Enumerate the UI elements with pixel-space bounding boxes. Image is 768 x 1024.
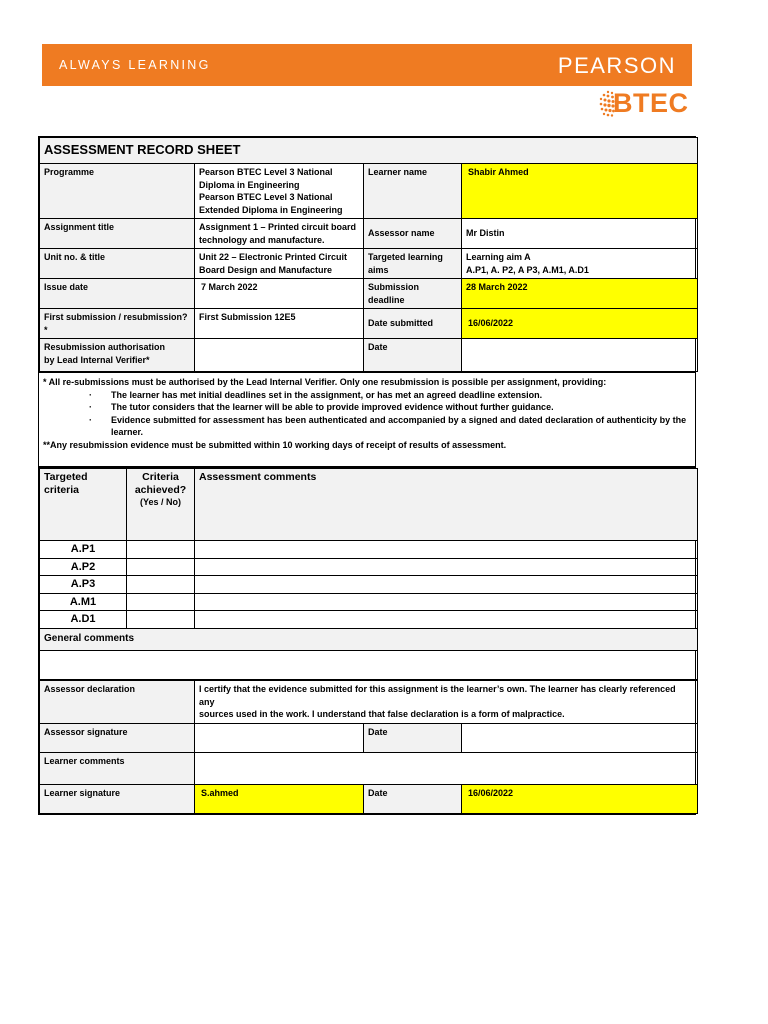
tagline: ALWAYS LEARNING [59, 58, 211, 72]
assignment-title-label: Assignment title [40, 219, 195, 249]
bullet-dot: · [89, 402, 92, 412]
assignment-title-line: technology and manufacture. [199, 234, 325, 245]
criterion-comment-cell[interactable] [195, 541, 698, 559]
notes-bullet [43, 401, 691, 414]
programme-label: Programme [40, 164, 195, 219]
resubmission-label [40, 339, 195, 372]
learner-name-value: Shabir Ahmed [462, 164, 698, 219]
resubmission-notes [39, 372, 695, 468]
first-submission-label: First submission / resubmission?* [40, 309, 195, 339]
resubmission-value[interactable] [195, 339, 364, 372]
learner-comments-label: Learner comments [40, 752, 195, 784]
criterion-achieved-cell[interactable] [127, 611, 195, 629]
notes-bullet [43, 414, 691, 439]
learner-signature-label: Learner signature [40, 784, 195, 813]
assessor-name-value: Mr Distin [462, 219, 698, 249]
programme-line: Extended Diploma in Engineering [199, 204, 343, 215]
bullet-dot: · [89, 389, 92, 400]
criterion-achieved-cell[interactable] [127, 576, 195, 594]
notes-line: **Any resubmission evidence must be submitted within 10 working days of receipt of results of assessment. [43, 439, 507, 450]
programme-line: Diploma in Engineering [199, 179, 300, 190]
general-comments-field[interactable] [40, 651, 698, 680]
issue-date-value: 7 March 2022 [195, 279, 364, 309]
criterion-code: A.M1 [40, 593, 127, 611]
declaration-line: sources used in the work. I understand that false declaration is a form of malpractice. [199, 709, 565, 719]
criteria-achieved-line: achieved? [134, 483, 187, 496]
sheet-title: ASSESSMENT RECORD SHEET [40, 138, 698, 164]
targeted-aims-label-line: aims [368, 264, 389, 275]
btec-logo [598, 88, 694, 120]
learner-name-label: Learner name [364, 164, 462, 219]
criterion-code: A.P2 [40, 558, 127, 576]
assessment-comments-header: Assessment comments [195, 469, 698, 541]
assessor-signature-date-label: Date [364, 723, 462, 752]
programme-line: Pearson BTEC Level 3 National [199, 192, 333, 202]
criterion-achieved-cell[interactable] [127, 558, 195, 576]
first-submission-value: First Submission 12E5 [195, 309, 364, 339]
targeted-aims-line: Learning aim A [466, 252, 531, 262]
unit-line: Unit 22 – Electronic Printed Circuit [199, 252, 348, 262]
criterion-code: A.D1 [40, 611, 127, 629]
bullet-text: The tutor considers that the learner will be able to provide improved evidence without further guidance. [111, 402, 554, 412]
unit-value [195, 249, 364, 279]
pearson-logo: PEARSON [557, 53, 676, 78]
criterion-achieved-cell[interactable] [127, 593, 195, 611]
targeted-aims-label [364, 249, 462, 279]
criteria-achieved-header [127, 469, 195, 541]
programme-value [195, 164, 364, 219]
criterion-achieved-cell[interactable] [127, 541, 195, 559]
declaration-line: I certify that the evidence submitted for this assignment is the learner’s own. The learner has clearly referenced any [199, 684, 676, 707]
details-table [39, 137, 698, 372]
unit-line: Board Design and Manufacture [199, 264, 333, 275]
learner-signature-date-value: 16/06/2022 [462, 784, 698, 813]
assessor-declaration-text [195, 681, 698, 724]
assessor-signature-field[interactable] [195, 723, 364, 752]
criteria-achieved-line: Criteria [142, 471, 179, 483]
targeted-criteria-header: Targeted criteria [40, 469, 127, 541]
date-submitted-value: 16/06/2022 [462, 309, 698, 339]
assessor-declaration-label: Assessor declaration [40, 681, 195, 724]
pearson-banner [42, 44, 692, 86]
issue-date-label: Issue date [40, 279, 195, 309]
criterion-comment-cell[interactable] [195, 558, 698, 576]
assessor-signature-label: Assessor signature [40, 723, 195, 752]
criterion-code: A.P1 [40, 541, 127, 559]
resubmission-date-label: Date [364, 339, 462, 372]
notes-bullet [43, 389, 691, 402]
learner-signature-date-label: Date [364, 784, 462, 813]
yes-no-hint: (Yes / No) [139, 497, 181, 507]
date-submitted-label: Date submitted [364, 309, 462, 339]
bullet-dot: · [89, 414, 92, 425]
assignment-title-value [195, 219, 364, 249]
programme-line: Pearson BTEC Level 3 National [199, 167, 333, 177]
targeted-aims-label-line: Targeted learning [368, 252, 443, 262]
resubmission-label-line: by Lead Internal Verifier* [44, 354, 150, 365]
unit-label: Unit no. & title [40, 249, 195, 279]
resubmission-date-value[interactable] [462, 339, 698, 372]
targeted-aims-value [462, 249, 698, 279]
bullet-text: The learner has met initial deadlines set in the assignment, or has met an agreed deadline extension. [111, 389, 543, 400]
assessment-record-sheet [38, 136, 696, 815]
criterion-comment-cell[interactable] [195, 576, 698, 594]
notes-line: * All re-submissions must be authorised by the Lead Internal Verifier. Only one resubmission is possible per assignment, providing: [43, 377, 607, 387]
learner-comments-field[interactable] [195, 752, 698, 784]
general-comments-label: General comments [40, 629, 698, 651]
declaration-table [39, 680, 698, 814]
criterion-comment-cell[interactable] [195, 611, 698, 629]
criterion-comment-cell[interactable] [195, 593, 698, 611]
resubmission-label-line: Resubmission authorisation [44, 342, 166, 352]
assessor-name-label: Assessor name [364, 219, 462, 249]
submission-deadline-value: 28 March 2022 [462, 279, 698, 309]
assessor-signature-date-field[interactable] [462, 723, 698, 752]
bullet-text: Evidence submitted for assessment has been authenticated and accompanied by a signed and dated declaration of authenticity by the learner. [111, 414, 687, 437]
submission-deadline-label: Submission deadline [364, 279, 462, 309]
targeted-aims-line: A.P1, A. P2, A P3, A.M1, A.D1 [466, 264, 589, 275]
learner-signature-value: S.ahmed [195, 784, 364, 813]
criteria-table [39, 468, 698, 680]
btec-wordmark: BTEC [613, 88, 689, 118]
criterion-code: A.P3 [40, 576, 127, 594]
assignment-title-line: Assignment 1 – Printed circuit board [199, 222, 357, 232]
